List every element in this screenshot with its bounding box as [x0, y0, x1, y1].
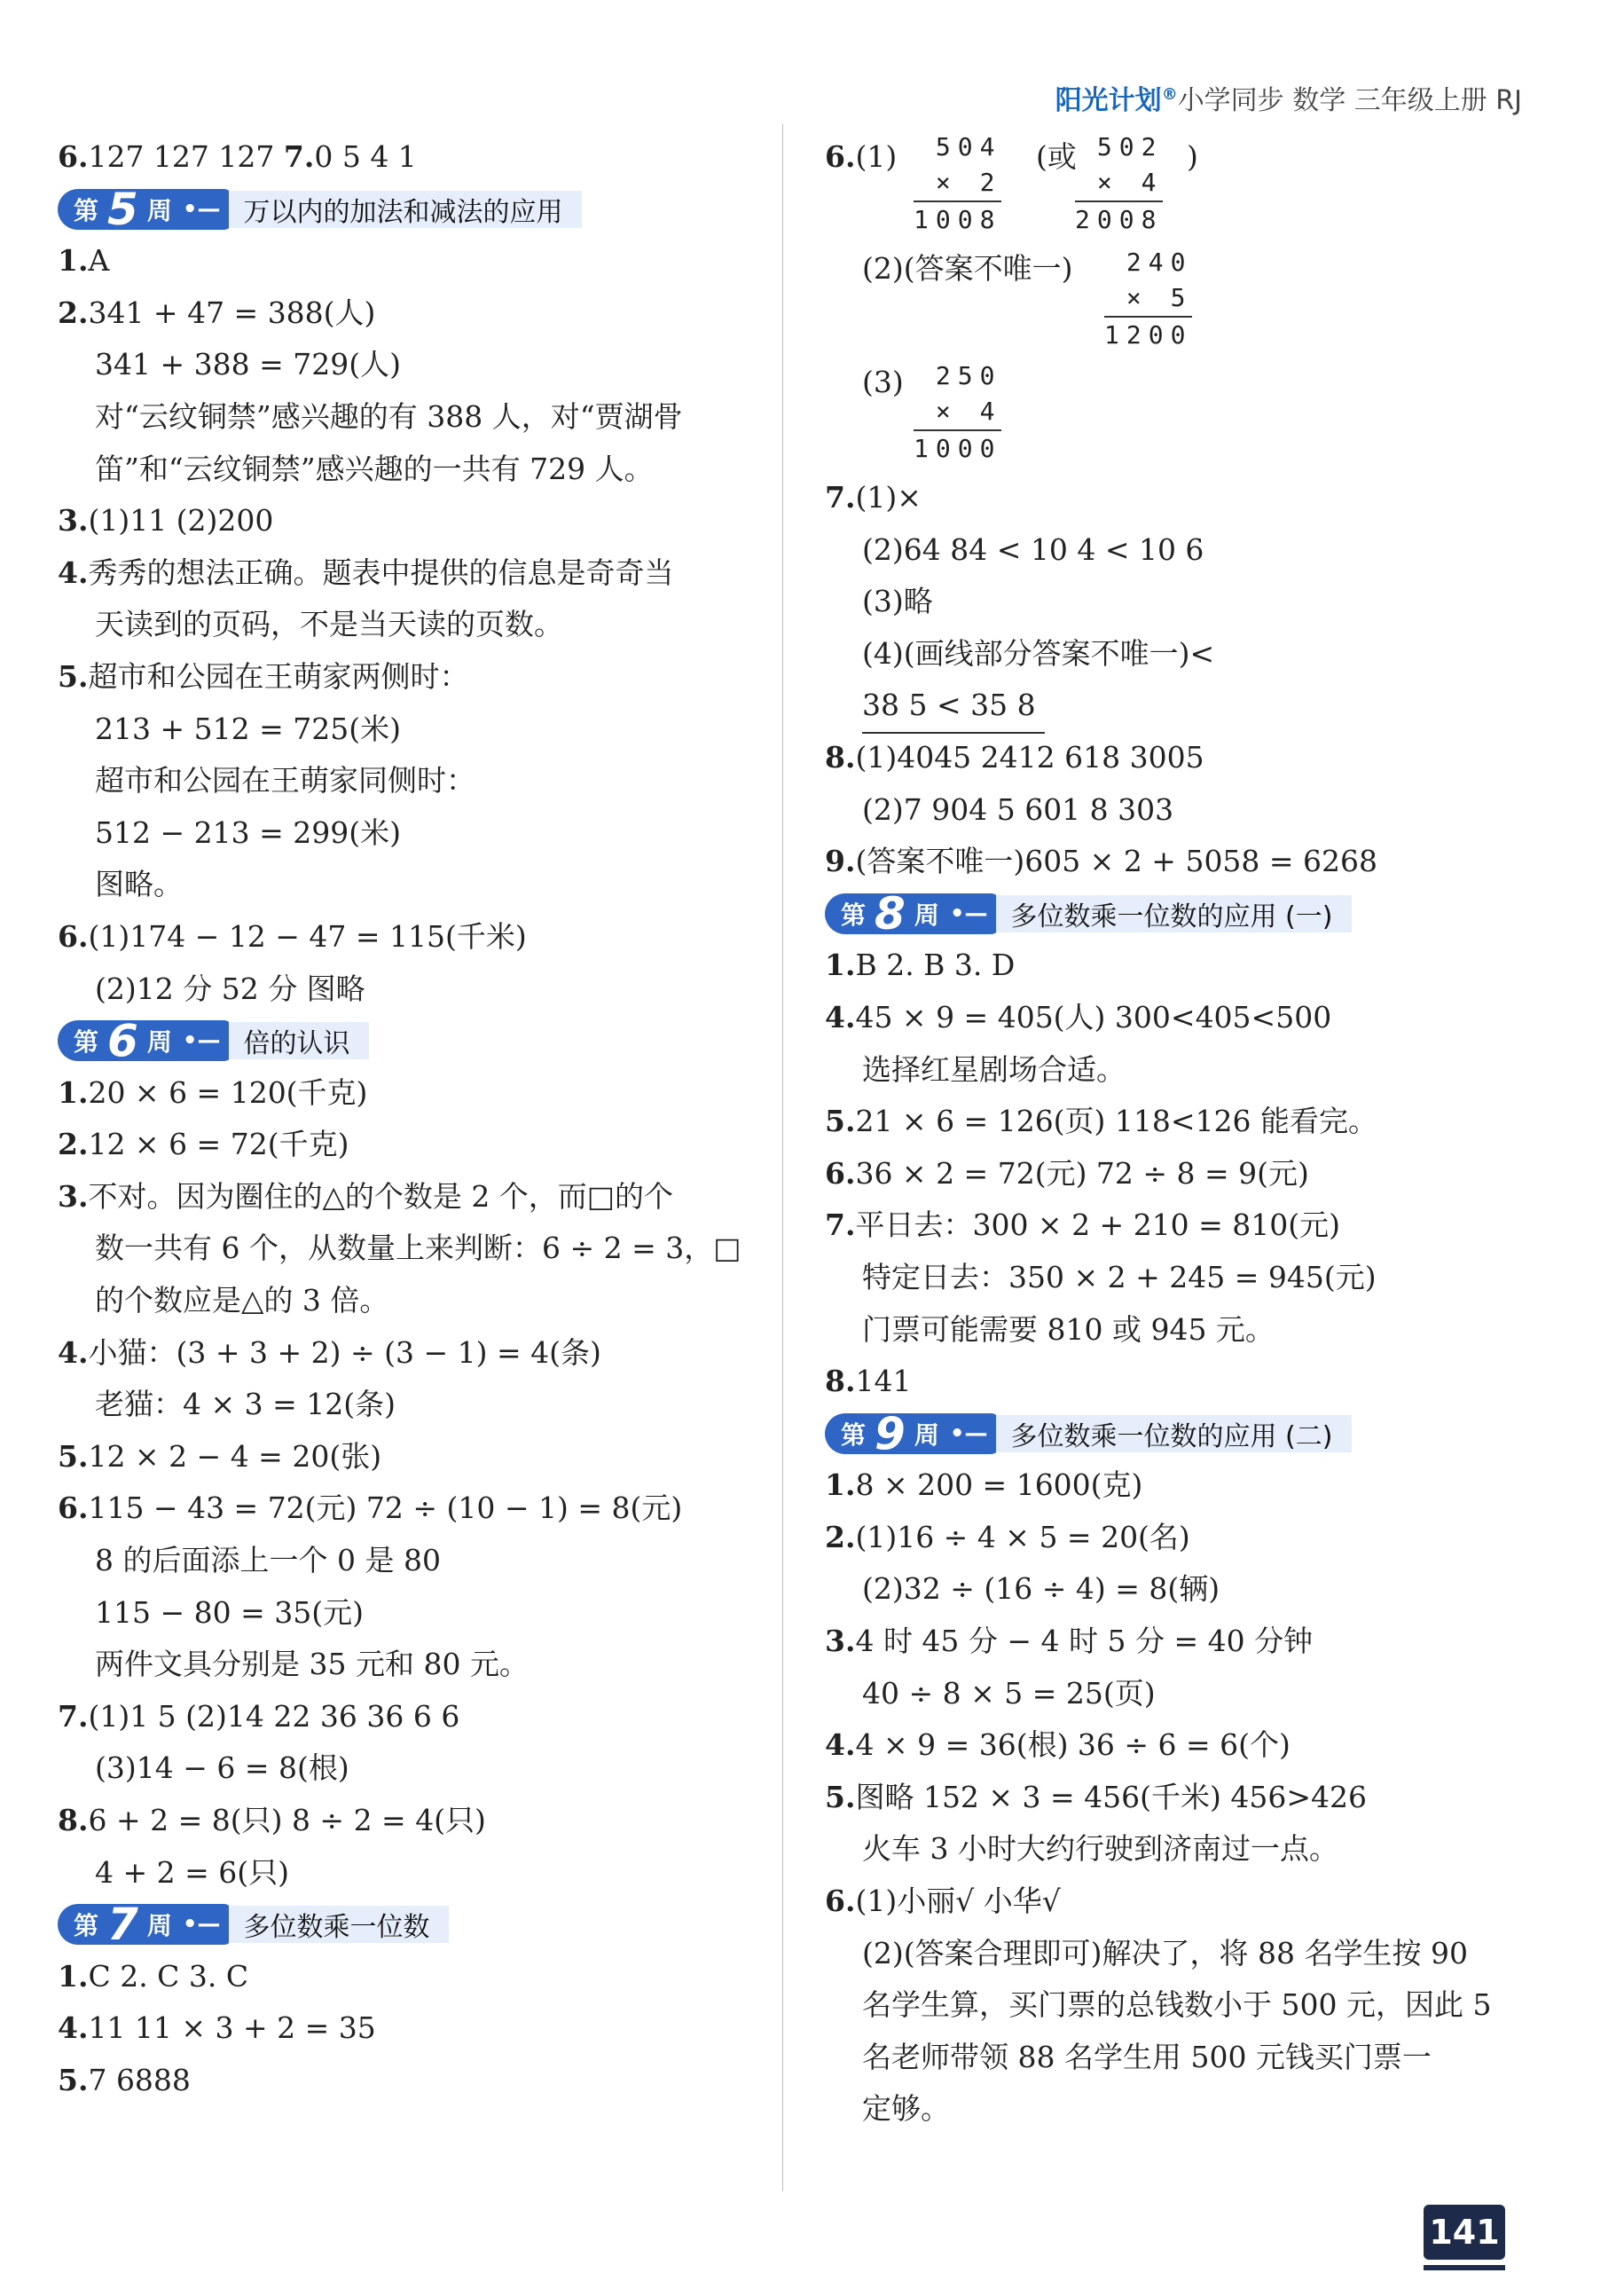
- question-number: 3.: [825, 1624, 856, 1659]
- answer-text: 特定日去：350 × 2 + 245 = 945(元): [862, 1259, 1377, 1294]
- book-info: 小学同步 数学 三年级上册 RJ: [1177, 85, 1522, 116]
- answer-text: 秀秀的想法正确。题表中提供的信息是奇奇当: [88, 555, 674, 590]
- answer-text: (1)174 − 12 − 47 = 115(千米): [88, 918, 527, 954]
- question-number: 6.: [825, 1155, 856, 1191]
- answer-text: (3)14 − 6 = 8(根): [95, 1750, 349, 1786]
- answer-text: 127 127 127: [88, 139, 284, 174]
- connector-glyph: •—: [949, 901, 988, 928]
- question-number: 6.: [825, 1884, 856, 1919]
- answer-text: (4)(画线部分答案不唯一)<: [862, 635, 1215, 671]
- vertical-multiplication: 502 × 4 2008: [1075, 132, 1164, 234]
- column-divider: [782, 124, 783, 2191]
- answer-line: [58, 1587, 767, 1640]
- section-header: [58, 184, 767, 236]
- section-title: 万以内的加法和减法的应用: [229, 191, 582, 228]
- answer-text: 20 × 6 = 120(千克): [88, 1074, 368, 1110]
- section-header: [58, 1015, 767, 1067]
- answer-item: [58, 2002, 767, 2055]
- week-badge: 第 7 周 •—: [58, 1904, 232, 1945]
- answer-item: [58, 1067, 767, 1120]
- answer-line: [58, 1535, 767, 1587]
- connector-glyph: •—: [182, 1027, 221, 1055]
- answer-text: 对“云纹铜禁”感兴趣的有 388 人，对“贾湖骨: [95, 398, 683, 434]
- left-column: [58, 131, 767, 2107]
- question-number: 4.: [825, 999, 856, 1034]
- answer-line: [825, 680, 1552, 732]
- answer-line: [825, 1979, 1552, 2032]
- page-number-underline: [1424, 2265, 1505, 2270]
- right-column: [825, 472, 1552, 2135]
- answer-item: [58, 1171, 767, 1223]
- answer-text: 天读到的页码，不是当天读的页数。: [95, 607, 563, 642]
- section-header: [58, 1899, 767, 1951]
- answer-line: [58, 755, 767, 807]
- question-number: 1.: [825, 948, 856, 983]
- answer-line: [825, 576, 1552, 628]
- answer-item: [825, 472, 1552, 524]
- question-number: 1.: [58, 1958, 89, 1994]
- answer-line: [58, 1847, 767, 1900]
- answer-line: [58, 444, 767, 496]
- answer-text: 名老师带领 88 名学生用 500 元钱买门票一: [862, 2039, 1432, 2074]
- question-number: 5.: [58, 1438, 89, 1474]
- question-number: 6.: [58, 1491, 89, 1526]
- answer-line: [825, 1928, 1552, 1980]
- answer-text: 4 + 2 = 6(只): [95, 1854, 289, 1890]
- answer-text: 512 − 213 = 299(米): [95, 814, 401, 850]
- question-number: 6.: [825, 139, 856, 174]
- answer-item: [825, 836, 1552, 888]
- answer-item: [58, 2055, 767, 2107]
- answer-text: (1)4045 2412 618 3005: [855, 739, 1204, 775]
- answer-text: 图略。: [95, 867, 183, 902]
- answer-line: [58, 391, 767, 444]
- question-number: 7.: [58, 1698, 89, 1734]
- question-number: 4.: [58, 1334, 89, 1370]
- answer-text: 11 11 × 3 + 2 = 35: [88, 2010, 376, 2046]
- answer-item: [825, 940, 1552, 992]
- answer-text: 141: [855, 1364, 912, 1399]
- answer-line: [825, 1823, 1552, 1876]
- answer-text: (1)11 (2)200: [88, 503, 274, 539]
- connector-glyph: •—: [182, 1911, 221, 1939]
- brand-name: 阳光计划®: [1055, 85, 1178, 116]
- connector-glyph: •—: [182, 195, 221, 223]
- answer-item: [825, 1512, 1552, 1564]
- section-header: [825, 888, 1552, 940]
- answer-text: 图略 152 × 3 = 456(千米) 456>426: [855, 1779, 1368, 1814]
- answer-text: 选择红星剧场合适。: [862, 1051, 1126, 1087]
- answer-item: [58, 911, 767, 964]
- answer-item: [58, 131, 767, 184]
- answer-text: (3)略: [862, 584, 933, 619]
- answer-text: A: [88, 243, 110, 279]
- answer-text: 定够。: [862, 2091, 950, 2127]
- section-header: [825, 1408, 1552, 1460]
- answer-line: [58, 1275, 767, 1327]
- question-number: 8.: [825, 1364, 856, 1399]
- answer-text: 7 6888: [88, 2062, 191, 2097]
- answer-line: [825, 1044, 1552, 1097]
- answer-text: (2)64 84 < 10 4 < 10 6: [862, 531, 1204, 567]
- question-number: 1.: [825, 1467, 856, 1503]
- answer-item: [825, 1772, 1552, 1824]
- answer-text: 21 × 6 = 126(页) 118<126 能看完。: [855, 1104, 1378, 1139]
- answer-text: (2)7 904 5 601 8 303: [862, 791, 1174, 827]
- answer-line: [58, 859, 767, 911]
- question-number: 3.: [58, 503, 89, 539]
- answer-line: [58, 1742, 767, 1795]
- page-number: 141: [1424, 2205, 1505, 2260]
- answer-text: 38 5 < 35 8: [862, 680, 1045, 734]
- answer-line: [58, 807, 767, 860]
- question-number: 2.: [58, 295, 89, 330]
- answer-line: [825, 524, 1552, 577]
- answer-item: [58, 495, 767, 547]
- question-number: 5.: [58, 2062, 89, 2097]
- answer-text: B 2. B 3. D: [855, 948, 1016, 983]
- answer-item: [58, 1795, 767, 1847]
- answer-line: [58, 599, 767, 651]
- answer-item: [825, 1719, 1552, 1772]
- answer-text: 115 − 43 = 72(元) 72 ÷ (10 − 1) = 8(元): [88, 1491, 683, 1526]
- section-title: 多位数乘一位数的应用 (一): [996, 895, 1352, 932]
- answer-text: 36 × 2 = 72(元) 72 ÷ 8 = 9(元): [855, 1155, 1309, 1191]
- question-number: 5.: [58, 658, 89, 694]
- answer-item: [825, 1876, 1552, 1928]
- connector-glyph: •—: [949, 1420, 988, 1447]
- answer-line: [825, 1563, 1552, 1616]
- answer-text: 不对。因为圈住的△的个数是 2 个，而□的个: [88, 1178, 673, 1214]
- question-number: 6.: [58, 139, 89, 174]
- answer-line: [825, 2083, 1552, 2135]
- week-badge: 第 5 周 •—: [58, 189, 232, 230]
- question-number: 4.: [825, 1727, 856, 1763]
- answer-text: 小猫：(3 + 3 + 2) ÷ (3 − 1) = 4(条): [88, 1334, 601, 1370]
- vertical-multiplication: 250 × 4 1000: [914, 361, 1002, 463]
- answer-text: 12 × 6 = 72(千克): [88, 1127, 349, 1162]
- answer-text: (1)1 5 (2)14 22 36 36 6 6: [88, 1698, 460, 1734]
- question-number: 4.: [58, 555, 89, 590]
- answer-item: [58, 235, 767, 287]
- answer-line: [825, 784, 1552, 837]
- vertical-multiplication: 504 × 2 1008: [914, 132, 1002, 234]
- question-number: 7.: [283, 139, 315, 174]
- answer-line: [58, 1639, 767, 1691]
- answer-text: 火车 3 小时大约行驶到济南过一点。: [862, 1831, 1338, 1867]
- answer-item: [825, 1096, 1552, 1148]
- answer-line: [825, 628, 1552, 680]
- week-badge: 第 8 周 •—: [825, 893, 1000, 934]
- answer-text: 8 的后面添上一个 0 是 80: [95, 1543, 441, 1578]
- answer-item: [58, 547, 767, 600]
- question-number: 7.: [825, 480, 856, 515]
- answer-text: 115 − 80 = 35(元): [95, 1594, 364, 1630]
- answer-text: (2)12 分 52 分 图略: [95, 971, 365, 1006]
- answer-text: 341 + 388 = 729(人): [95, 347, 401, 382]
- answer-text: 笛”和“云纹铜禁”感兴趣的一共有 729 人。: [95, 451, 654, 486]
- question-number: 5.: [825, 1104, 856, 1139]
- question-number: 2.: [825, 1519, 856, 1554]
- answer-text: 门票可能需要 810 或 945 元。: [862, 1311, 1275, 1347]
- answer-text: C 2. C 3. C: [88, 1958, 249, 1994]
- answer-line: [825, 1252, 1552, 1304]
- answer-line: [825, 1668, 1552, 1720]
- answer-text: 老猫：4 × 3 = 12(条): [95, 1387, 396, 1422]
- answer-text: 超市和公园在王萌家两侧时：: [88, 658, 469, 694]
- answer-text: 的个数应是△的 3 倍。: [95, 1283, 389, 1318]
- question-number: 6.: [58, 918, 89, 954]
- question-number: 1.: [58, 243, 89, 279]
- question-number: 9.: [825, 844, 856, 879]
- section-title: 多位数乘一位数的应用 (二): [996, 1415, 1352, 1452]
- section-title: 倍的认识: [229, 1022, 369, 1059]
- answer-text: 数一共有 6 个，从数量上来判断：6 ÷ 2 = 3，□: [95, 1231, 741, 1266]
- answer-line: [58, 704, 767, 756]
- answer-text: 超市和公园在王萌家同侧时：: [95, 763, 475, 798]
- answer-line: [58, 964, 767, 1016]
- answer-text: 6 + 2 = 8(只) 8 ÷ 2 = 4(只): [88, 1803, 486, 1837]
- answer-item: [58, 1951, 767, 2003]
- vertical-multiplication: 240 × 5 1200: [1104, 248, 1193, 350]
- answer-text: 平日去：300 × 2 + 210 = 810(元): [855, 1207, 1341, 1243]
- answer-text: 45 × 9 = 405(人) 300<405<500: [855, 999, 1332, 1034]
- question-number: 3.: [58, 1178, 89, 1214]
- question-number: 4.: [58, 2010, 89, 2046]
- question-number: 7.: [825, 1207, 856, 1243]
- answer-item: [58, 1691, 767, 1743]
- question-number: 8.: [825, 739, 856, 775]
- question-number: 8.: [58, 1803, 89, 1837]
- answer-text: (1)小丽√ 小华√: [855, 1884, 1061, 1919]
- week-badge: 第 6 周 •—: [58, 1020, 232, 1061]
- answer-item: [58, 1119, 767, 1171]
- answer-text: (1)16 ÷ 4 × 5 = 20(名): [855, 1519, 1190, 1554]
- answer-text: 4 × 9 = 36(根) 36 ÷ 6 = 6(个): [855, 1727, 1291, 1763]
- answer-item: [825, 1148, 1552, 1200]
- answer-text: 两件文具分别是 35 元和 80 元。: [95, 1647, 529, 1682]
- answer-line: [58, 1223, 767, 1275]
- question-number: 5.: [825, 1779, 856, 1814]
- answer-item: [825, 1356, 1552, 1408]
- answer-text: 8 × 200 = 1600(克): [855, 1467, 1143, 1503]
- answer-text: 40 ÷ 8 × 5 = 25(页): [862, 1675, 1156, 1711]
- question-number: 1.: [58, 1074, 89, 1110]
- answer-text: 4 时 45 分 − 4 时 5 分 = 40 分钟: [855, 1624, 1314, 1659]
- answer-text: (2)(答案合理即可)解决了，将 88 名学生按 90: [862, 1935, 1468, 1970]
- answer-text: 213 + 512 = 725(米): [95, 711, 401, 746]
- page-header: [1055, 78, 1522, 117]
- week-badge: 第 9 周 •—: [825, 1413, 1000, 1454]
- section-title: 多位数乘一位数: [229, 1906, 449, 1943]
- answer-item: [825, 732, 1552, 784]
- answer-item: [825, 1616, 1552, 1668]
- answer-line: [825, 2032, 1552, 2084]
- answer-text: (答案不唯一)605 × 2 + 5058 = 6268: [855, 844, 1378, 879]
- answer-text: 名学生算，买门票的总钱数小于 500 元，因此 5: [862, 1987, 1492, 2023]
- answer-line: [58, 339, 767, 391]
- answer-item: [58, 1431, 767, 1483]
- answer-item: [58, 1483, 767, 1535]
- answer-text: (1)×: [855, 480, 922, 515]
- answer-item: [825, 992, 1552, 1044]
- answer-line: [58, 1379, 767, 1431]
- answer-item: [58, 287, 767, 340]
- answer-item: [58, 1327, 767, 1380]
- answer-line: [825, 1304, 1552, 1357]
- answer-text: (2)32 ÷ (16 ÷ 4) = 8(辆): [862, 1571, 1220, 1607]
- question-number: 2.: [58, 1127, 89, 1162]
- answer-item: [825, 1459, 1552, 1512]
- answer-text: 341 + 47 = 388(人): [88, 295, 376, 330]
- answer-item: [825, 1199, 1552, 1252]
- answer-item: [58, 651, 767, 704]
- answer-text: 12 × 2 − 4 = 20(张): [88, 1438, 382, 1474]
- answer-text: 0 5 4 1: [314, 139, 417, 174]
